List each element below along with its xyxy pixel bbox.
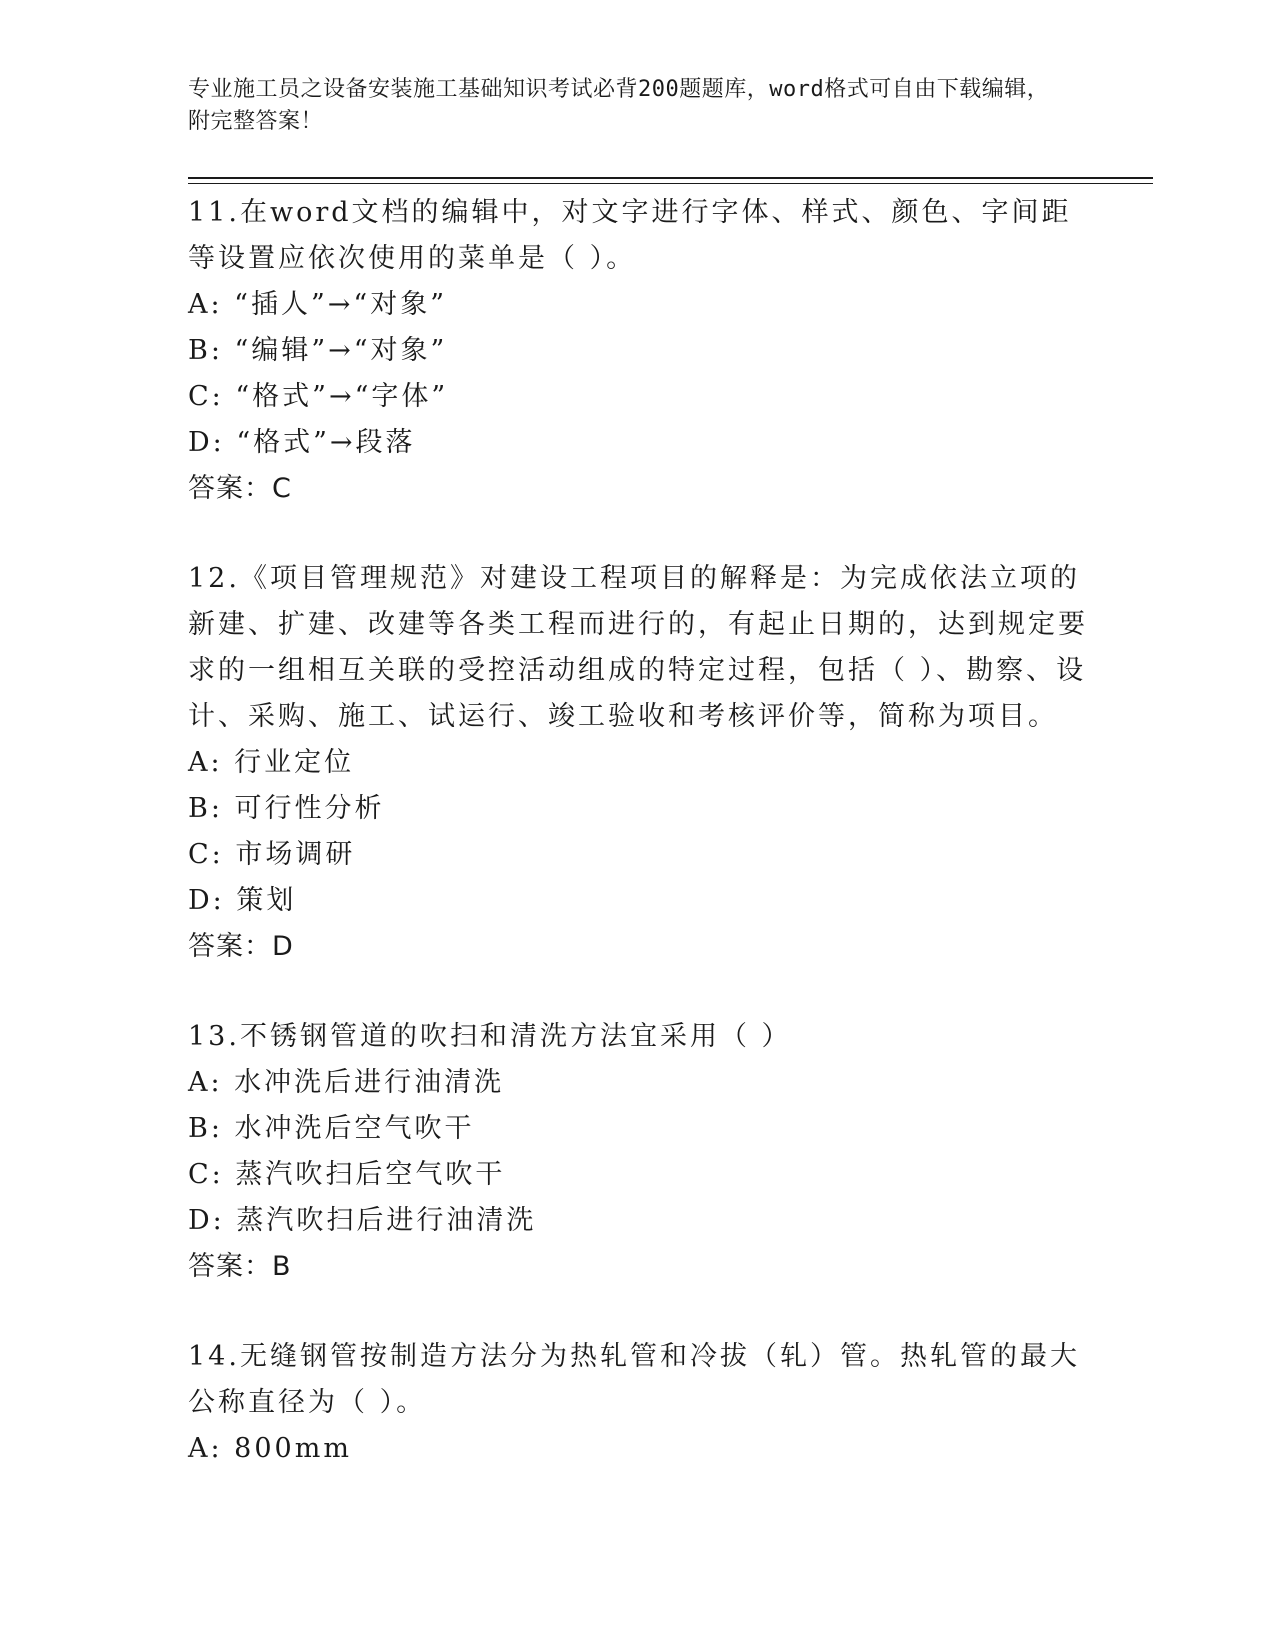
option-b: B: “编辑”→“对象”: [188, 335, 448, 366]
document-header: 专业施工员之设备安装施工基础知识考试必背200题题库，word格式可自由下载编辑，附完整答案！: [188, 77, 1050, 134]
header-divider-thin: [188, 183, 1153, 184]
question-stem: 在word文档的编辑中，对文字进行字体、样式、颜色、字间距等设置应依次使用的菜单是（ ）。: [188, 197, 1072, 274]
question-13: [188, 1014, 1088, 1290]
option-d: D: “格式”→段落: [188, 427, 416, 458]
option-c: C: “格式”→“字体”: [188, 381, 449, 412]
question-number: 13.: [188, 1021, 240, 1052]
question-stem: 不锈钢管道的吹扫和清洗方法宜采用（ ）: [239, 1021, 792, 1052]
option-c: C: 蒸汽吹扫后空气吹干: [188, 1159, 506, 1190]
option-c: C: 市场调研: [188, 839, 356, 870]
question-stem: 《项目管理规范》对建设工程项目的解释是：为完成依法立项的新建、扩建、改建等各类工程而进行的，有起止日期的，达到规定要求的一组相互关联的受控活动组成的特定过程，包括（ ）、勘察、设计、采购、施工、试运行、竣工验收和考核评价等，简称为项目。: [188, 563, 1088, 732]
option-b: B: 可行性分析: [188, 793, 385, 824]
question-stem: 无缝钢管按制造方法分为热轧管和冷拔（轧）管。热轧管的最大公称直径为（ ）。: [188, 1341, 1080, 1418]
question-list: [188, 190, 1088, 1516]
question-number: 12.: [188, 563, 240, 594]
answer-line: 答案：D: [188, 931, 294, 962]
question-number: 14.: [188, 1341, 240, 1372]
header-divider-thick: [188, 177, 1153, 179]
question-text: [188, 190, 1088, 282]
question-12: [188, 556, 1088, 970]
question-14: [188, 1334, 1088, 1472]
option-a: A: 800mm: [188, 1433, 352, 1464]
option-a: A: “插人”→“对象”: [188, 289, 448, 320]
option-d: D: 蒸汽吹扫后进行油清洗: [188, 1205, 537, 1236]
option-b: B: 水冲洗后空气吹干: [188, 1113, 475, 1144]
answer-line: 答案：B: [188, 1251, 292, 1282]
option-d: D: 策划: [188, 885, 297, 916]
question-text: [188, 556, 1088, 740]
question-text: [188, 1014, 1088, 1060]
option-a: A: 水冲洗后进行油清洗: [188, 1067, 505, 1098]
question-11: [188, 190, 1088, 512]
option-a: A: 行业定位: [188, 747, 355, 778]
question-text: [188, 1334, 1088, 1426]
answer-line: 答案：C: [188, 473, 292, 504]
question-number: 11.: [188, 197, 240, 228]
